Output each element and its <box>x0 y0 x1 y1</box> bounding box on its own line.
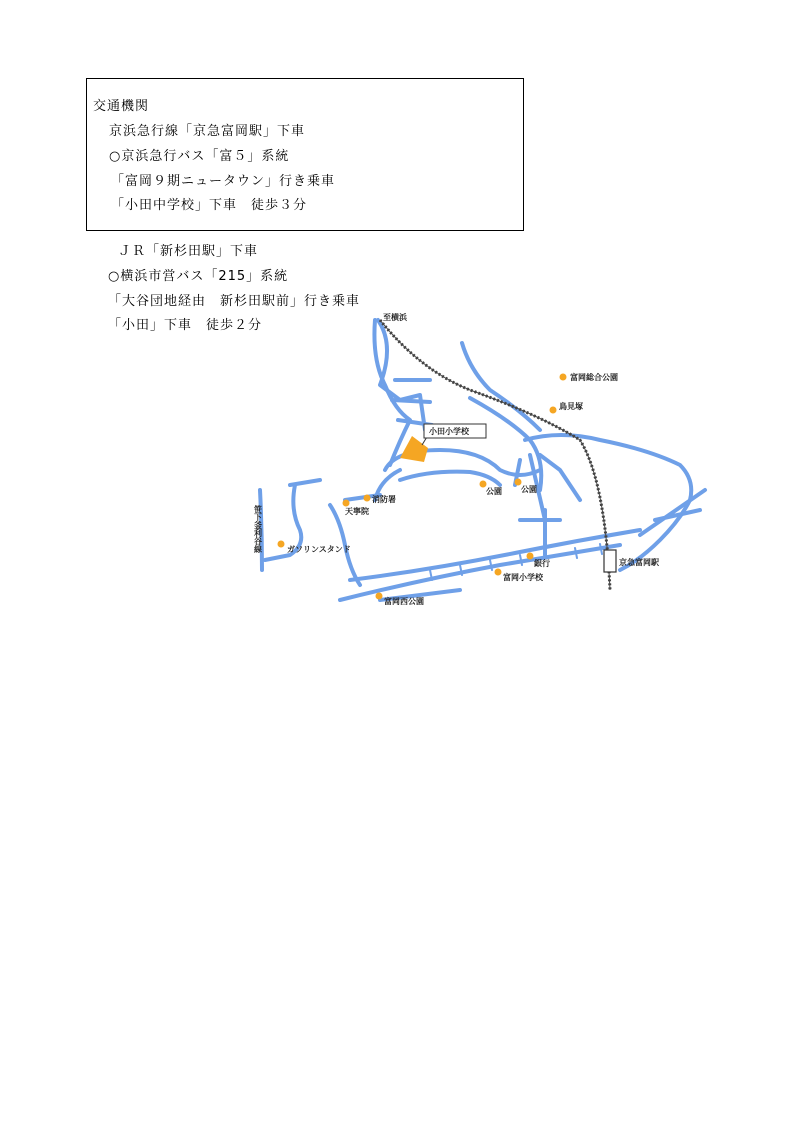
label-sasage-route: 笹下釜利谷線 <box>253 505 263 553</box>
label-keikyu-tomioka-station: 京急富岡駅 <box>619 558 659 567</box>
gas-station-dot <box>278 541 285 548</box>
temple-dot <box>343 500 350 507</box>
tomioka-sogo-park-dot <box>560 374 567 381</box>
label-gas-station: ガソリンスタンド <box>287 545 351 554</box>
transport-heading: 交通機関 <box>93 99 150 114</box>
keikyu-bus-text: ○京浜急行バス「富５」系統 <box>109 149 290 164</box>
keikyu-bus-stop-text: 「小田中学校」下車 徒歩３分 <box>111 198 308 213</box>
map-svg <box>250 305 710 605</box>
fire-station-dot <box>364 495 371 502</box>
label-tomioka-sogo-park: 富岡総合公園 <box>570 373 618 382</box>
yokohama-bus-stop-text: 「小田」下車 徒歩２分 <box>108 318 263 333</box>
label-park2: 公園 <box>521 485 537 494</box>
road-south-long <box>340 545 620 600</box>
label-fire-station: 消防署 <box>372 495 396 504</box>
label-park1: 公園 <box>486 487 502 496</box>
label-bank: 銀行 <box>534 559 550 568</box>
label-temple: 天寧院 <box>345 507 369 516</box>
tomioka-elementary-dot <box>495 569 502 576</box>
station-building-icon <box>604 550 616 572</box>
bank-dot <box>527 553 534 560</box>
tomioka-nishi-park-dot <box>376 593 383 600</box>
label-tomioka-nishi-park: 富岡西公園 <box>384 597 424 605</box>
keikyu-line-text: 京浜急行線「京急富岡駅」下車 <box>109 124 306 139</box>
label-tomioka-elementary: 富岡小学校 <box>503 573 543 582</box>
road-east-arc <box>525 435 691 500</box>
label-oda-elementary: 小田小学校 <box>429 427 469 436</box>
oda-elementary-marker <box>400 436 428 462</box>
torimizuka-dot <box>550 407 557 414</box>
label-torimizuka: 鳥見塚 <box>559 402 583 411</box>
label-to-yokohama: 至横浜 <box>383 313 407 322</box>
transport-info-box <box>86 78 524 231</box>
keikyu-bus-dest-text: 「富岡９期ニュータウン」行き乗車 <box>111 174 336 189</box>
yokohama-bus-dest-text: 「大谷団地経由 新杉田駅前」行き乗車 <box>108 294 361 309</box>
access-map <box>250 305 710 605</box>
road-north-grid <box>392 380 432 425</box>
yokohama-bus-text: ○横浜市営バス「215」系統 <box>108 269 289 284</box>
jr-line-text: ＪＲ「新杉田駅」下車 <box>118 244 259 259</box>
